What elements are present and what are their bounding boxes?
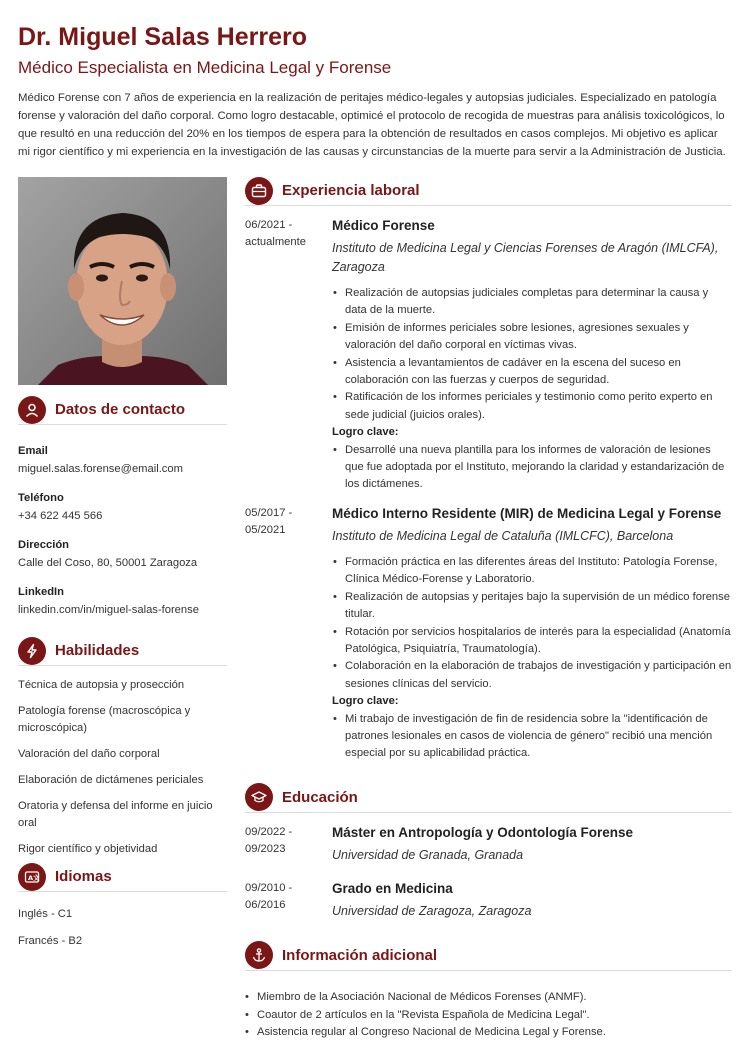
achievement-bullets [332,442,732,494]
skill-item: Patología forense (macroscópica y microscópica) [18,705,191,734]
entry-date: 05/2017 - 05/2021 [245,506,293,536]
lightning-icon [18,637,46,665]
experience-section-header [245,176,732,206]
contact-label: Email [18,445,48,457]
bullet-item: • Rotación por servicios hospitalarios de interés para la especialidad (Anatomía Patológica, Psiquiatría, Traumatología). [332,624,732,659]
entry-organization: Universidad de Granada, Granada [332,847,524,862]
experience-entry [245,504,732,763]
profile-photo [18,177,227,385]
languages-section-title: Idiomas [55,868,112,885]
contact-email [18,444,227,478]
info-item: • Miembro de la Asociación Nacional de Médicos Forenses (ANMF). [245,989,732,1007]
job-title: Médico Especialista en Medicina Legal y Forense [18,58,392,77]
entry-title: Máster en Antropología y Odontología Forense [332,824,634,840]
skills-section-header [18,636,227,666]
contact-linkedin [18,585,227,619]
email-value[interactable]: miguel.salas.forense@email.com [18,463,183,475]
language-icon [18,863,46,891]
entry-body [332,504,732,763]
entry-body [332,823,732,865]
additional-info-list [245,989,732,1042]
graduation-cap-icon [245,783,273,811]
contact-section-title: Datos de contacto [55,401,186,418]
achievement-item: • Mi trabajo de investigación de fin de residencia sobre la "identificación de patrones lesionales en casos de violencia de género" recibió una mención especial por su aplicabilidad práctica. [332,711,732,763]
anchor-icon [245,941,273,969]
skill-item: Valoración del daño corporal [18,748,160,760]
bullet-item: • Realización de autopsias judiciales completas para determinar la causa y data de la muerte. [332,285,732,320]
linkedin-link[interactable]: linkedin.com/in/miguel-salas-forense [18,604,199,616]
svg-text:A: A [28,873,34,882]
education-entry [245,879,732,921]
education-section-header [245,783,732,813]
key-achievement-label: Logro clave: [332,695,399,708]
entry-title: Grado en Medicina [332,880,453,896]
right-column [245,176,732,971]
contact-label: LinkedIn [18,586,64,598]
left-column [18,177,227,950]
experience-section-title: Experiencia laboral [282,182,420,199]
education-section-title: Educación [282,788,358,806]
info-item: • Coautor de 2 artículos en la "Revista Española de Medicina Legal". [245,1007,732,1025]
phone-value[interactable]: +34 622 445 566 [18,510,103,522]
entry-bullets [332,554,732,693]
entry-date: 06/2021 - actualmente [245,219,306,248]
entry-title: Médico Interno Residente (MIR) de Medicina Legal y Forense [332,505,722,521]
languages-section-header [18,862,227,892]
skill-item: Rigor científico y objetividad [18,843,158,855]
language-item: Francés - B2 [18,935,83,947]
skill-item: Oratoria y defensa del informe en juicio oral [18,800,213,829]
bullet-item: • Realización de autopsias y peritajes bajo la supervisión de un médico forense titular. [332,589,732,624]
bullet-item: • Ratificación de los informes periciales y testimonio como perito experto en sede judicial (juicios orales). [332,389,732,424]
contact-label: Dirección [18,539,69,551]
achievement-item: • Desarrollé una nueva plantilla para los informes de valoración de lesiones que fue adoptada por el Instituto, mejorando la claridad y estandarización de los dictámenes. [332,442,732,494]
entry-organization: Instituto de Medicina Legal de Cataluña (IMLCFC), Barcelona [332,528,674,543]
entry-body [332,879,732,921]
entry-title: Médico Forense [332,218,435,233]
contact-section-header [18,395,227,425]
bullet-item: • Colaboración en la elaboración de trabajos de investigación y participación en sesiones clínicas del servicio. [332,658,732,693]
briefcase-icon [245,177,273,205]
entry-body [332,216,732,494]
skill-item: Técnica de autopsia y prosección [18,679,185,691]
language-item: Inglés - C1 [18,908,73,920]
skills-list [18,666,227,858]
education-entry [245,823,732,865]
svg-text:文: 文 [33,873,40,882]
user-icon [18,396,46,424]
contact-address [18,538,227,572]
entry-bullets [332,285,732,424]
address-value: Calle del Coso, 80, 50001 Zaragoza [18,557,198,569]
additional-section-header [245,941,732,971]
contact-list [18,425,227,619]
additional-section-title: Información adicional [282,946,438,964]
skill-item: Elaboración de dictámenes periciales [18,774,204,786]
experience-entry [245,216,732,494]
contact-label: Teléfono [18,492,64,504]
entry-organization: Universidad de Zaragoza, Zaragoza [332,903,532,918]
info-item: • Asistencia regular al Congreso Nacional de Medicina Legal y Forense. [245,1024,732,1042]
bullet-item: • Formación práctica en las diferentes áreas del Instituto: Patología Forense, Clínica Médico-Forense y Laboratorio. [332,554,732,589]
resume-header [18,22,732,161]
entry-date: 09/2010 - 06/2016 [245,881,293,911]
entry-date: 09/2022 - 09/2023 [245,825,293,855]
bullet-item: • Asistencia a levantamientos de cadáver en la escena del suceso en colaboración con las fuerzas y cuerpos de seguridad. [332,355,732,390]
bullet-item: • Emisión de informes periciales sobre lesiones, agresiones sexuales y valoración del daño corporal en víctimas vivas. [332,320,732,355]
profile-summary: Médico Forense con 7 años de experiencia en la realización de peritajes médico-legales y autopsias judiciales. Especializado en patología forense y valoración del daño corporal. Como logro destacable, optimicé el protocolo de recogida de muestras para análisis toxicológicos, lo que resultó en una reducción del 20% en los tiempos de espera para la obtención de resultados en casos complejos. Mi objetivo es aplicar mi rigor científico y mi experiencia en la investigación de las causas y circunstancias de la muerte para servir a la Administración de Justicia. [18,92,726,158]
skills-section-title: Habilidades [55,642,140,659]
languages-list [18,892,227,950]
candidate-name: Dr. Miguel Salas Herrero [18,23,308,51]
contact-phone [18,491,227,525]
entry-organization: Instituto de Medicina Legal y Ciencias Forenses de Aragón (IMLCFA), Zaragoza [332,241,719,274]
key-achievement-label: Logro clave: [332,426,399,439]
achievement-bullets [332,711,732,763]
